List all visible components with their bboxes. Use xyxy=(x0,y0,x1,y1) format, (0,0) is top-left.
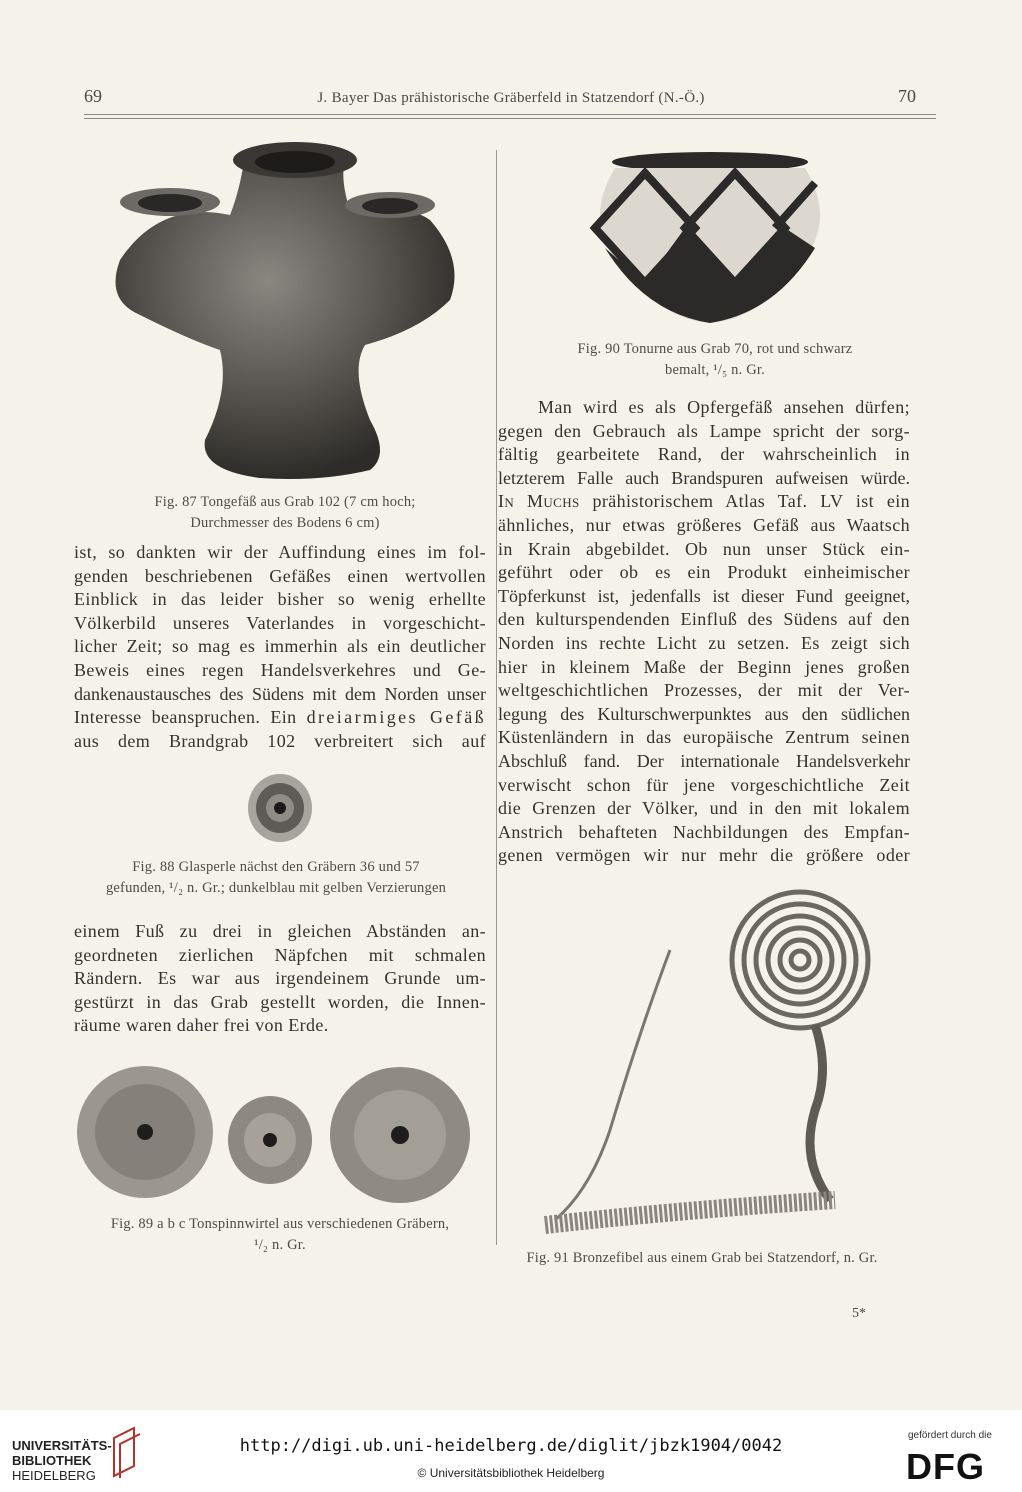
fig89-caption-line-1: Fig. 89 a b c Tonspinnwirtel aus verschiedenen Gräbern, xyxy=(110,1216,450,1232)
text-line: geordneten zierlichen Näpfchen mit schmalen xyxy=(74,944,486,965)
fig91-caption: Fig. 91 Bronzefibel aus einem Grab bei Statzendorf, n. Gr. xyxy=(526,1250,878,1266)
author-name: In Muchs xyxy=(498,491,580,512)
fig90-caption-line-1: Fig. 90 Tonurne aus Grab 70, rot und schwarz xyxy=(577,341,853,357)
text-line: weltgeschichtlichen Prozesses, der mit der Ver- xyxy=(498,680,910,701)
column-divider xyxy=(496,150,497,1245)
dfg-logo: DFG xyxy=(906,1446,985,1487)
text-line: Einblick in das leider bisher so wenig erhellte xyxy=(74,589,486,610)
text-line: Töpferkunst ist, jedenfalls ist dieser Fund geeignet, xyxy=(498,585,910,606)
running-title: J. Bayer Das prähistorische Gräberfeld in Statzendorf (N.-Ö.) xyxy=(317,90,705,106)
text-line: Anstrich behafteten Nachbildungen des Empfan- xyxy=(498,821,910,842)
funding-note: gefördert durch die xyxy=(908,1430,992,1441)
text-line: gestürzt in das Grab gestellt worden, die Innen- xyxy=(74,991,486,1012)
text-line: genen vermögen wir nur mehr die größere oder xyxy=(498,845,910,866)
text-line: die Grenzen der Völker, und in den mit lokalem xyxy=(498,798,910,819)
emphasized-term: dreiarmiges Gefäß xyxy=(306,707,486,728)
text-fragment: prähistorischem Atlas Taf. LV ist ein xyxy=(592,491,911,512)
fig90-urn-image xyxy=(585,148,835,328)
header-rule xyxy=(84,114,936,115)
text-line: Küstenländern in das europäische Zentrum seinen xyxy=(498,727,910,748)
text-line: genden beschriebenen Gefäßes einen wertvollen xyxy=(74,565,486,586)
text-line: Rändern. Es war aus irgendeinem Grunde um- xyxy=(74,968,486,989)
header-rule-2 xyxy=(84,118,936,119)
text-line: einem Fuß zu drei in gleichen Abständen an- xyxy=(74,921,486,941)
library-name-line-2: BIBLIOTHEK xyxy=(12,1453,92,1468)
library-name-line-3: HEIDELBERG xyxy=(12,1468,96,1483)
text-line: geführt oder ob es ein Produkt einheimischer xyxy=(498,562,910,583)
text-line: legung des Kulturschwerpunktes aus den südlichen xyxy=(498,703,910,724)
text-line: Abschluß fand. Der internationale Handelsverkehr xyxy=(498,750,910,771)
fig91-fibula-image xyxy=(530,880,930,1250)
text-line: verwischt schon für jene vorgeschichtliche Zeit xyxy=(498,774,910,795)
page-number-left: 69 xyxy=(84,86,102,106)
text-line: hier in kleinem Maße der Beginn jenes großen xyxy=(498,656,910,677)
text-line: Völkerbild unseres Vaterlandes in vorgeschicht- xyxy=(74,612,486,633)
text-line: letzterem Falle auch Brandspuren aufweisen würde. xyxy=(498,467,910,488)
signature-mark: 5* xyxy=(852,1306,866,1321)
text-line: dankenaustausches des Südens mit dem Norden unser xyxy=(74,683,486,704)
text-fragment: Interesse beanspruchen. Ein xyxy=(74,707,297,728)
left-paragraph-2 xyxy=(74,920,486,1038)
fig89-whorls-image xyxy=(70,1060,480,1210)
source-url-link[interactable]: http://digi.ub.uni-heidelberg.de/diglit/jbzk1904/0042 xyxy=(239,1436,783,1456)
text-line: licher Zeit; so mag es immerhin als ein deutlicher xyxy=(74,636,486,657)
text-line: räume waren daher frei von Erde. xyxy=(74,1015,329,1036)
text-line: ist, so dankten wir der Auffindung eines im fol- xyxy=(74,542,486,562)
text-line: ähnliches, nur etwas größeres Gefäß aus Waatsch xyxy=(498,514,910,535)
text-line: gegen den Gebrauch als Lampe spricht der sorg- xyxy=(498,420,910,441)
fig88-caption-line-2: gefunden, ¹/₂ n. Gr.; dunkelblau mit gelben Verzierungen xyxy=(105,880,447,896)
text-line: fältig gearbeitete Rand, der wahrscheinlich in xyxy=(498,444,910,465)
page-number-right: 70 xyxy=(898,86,916,106)
text-line: aus dem Brandgrab 102 verbreitert sich auf xyxy=(74,730,486,751)
library-name-line-1: UNIVERSITÄTS- xyxy=(12,1438,112,1453)
fig90-caption-line-2: bemalt, ¹/₅ n. Gr. xyxy=(665,362,765,378)
text-line: in Krain abgebildet. Ob nun unser Stück ein- xyxy=(498,538,910,559)
fig87-caption-line-2: Durchmesser des Bodens 6 cm) xyxy=(190,515,380,531)
fig88-caption-line-1: Fig. 88 Glasperle nächst den Gräbern 36 und 57 xyxy=(132,859,420,875)
text-line: Norden ins rechte Licht zu setzen. Es zeigt sich xyxy=(498,632,910,653)
text-line: den kulturspendenden Einfluß des Südens auf den xyxy=(498,609,910,630)
text-line: Beweis eines regen Handelsverkehres und Ge- xyxy=(74,659,486,680)
left-paragraph-1 xyxy=(74,541,486,753)
fig88-bead-image xyxy=(240,770,320,845)
fig89-caption-line-2: ¹/₂ n. Gr. xyxy=(254,1237,306,1253)
right-paragraph xyxy=(498,396,910,868)
text-line xyxy=(498,490,910,514)
text-line xyxy=(74,706,486,730)
fig87-vessel-image xyxy=(100,140,480,485)
text-line: Man wird es als Opfergefäß ansehen dürfen; xyxy=(538,397,910,417)
fig87-caption-line-1: Fig. 87 Tongefäß aus Grab 102 (7 cm hoch; xyxy=(154,494,416,510)
copyright-notice: © Universitätsbibliothek Heidelberg xyxy=(417,1466,605,1480)
